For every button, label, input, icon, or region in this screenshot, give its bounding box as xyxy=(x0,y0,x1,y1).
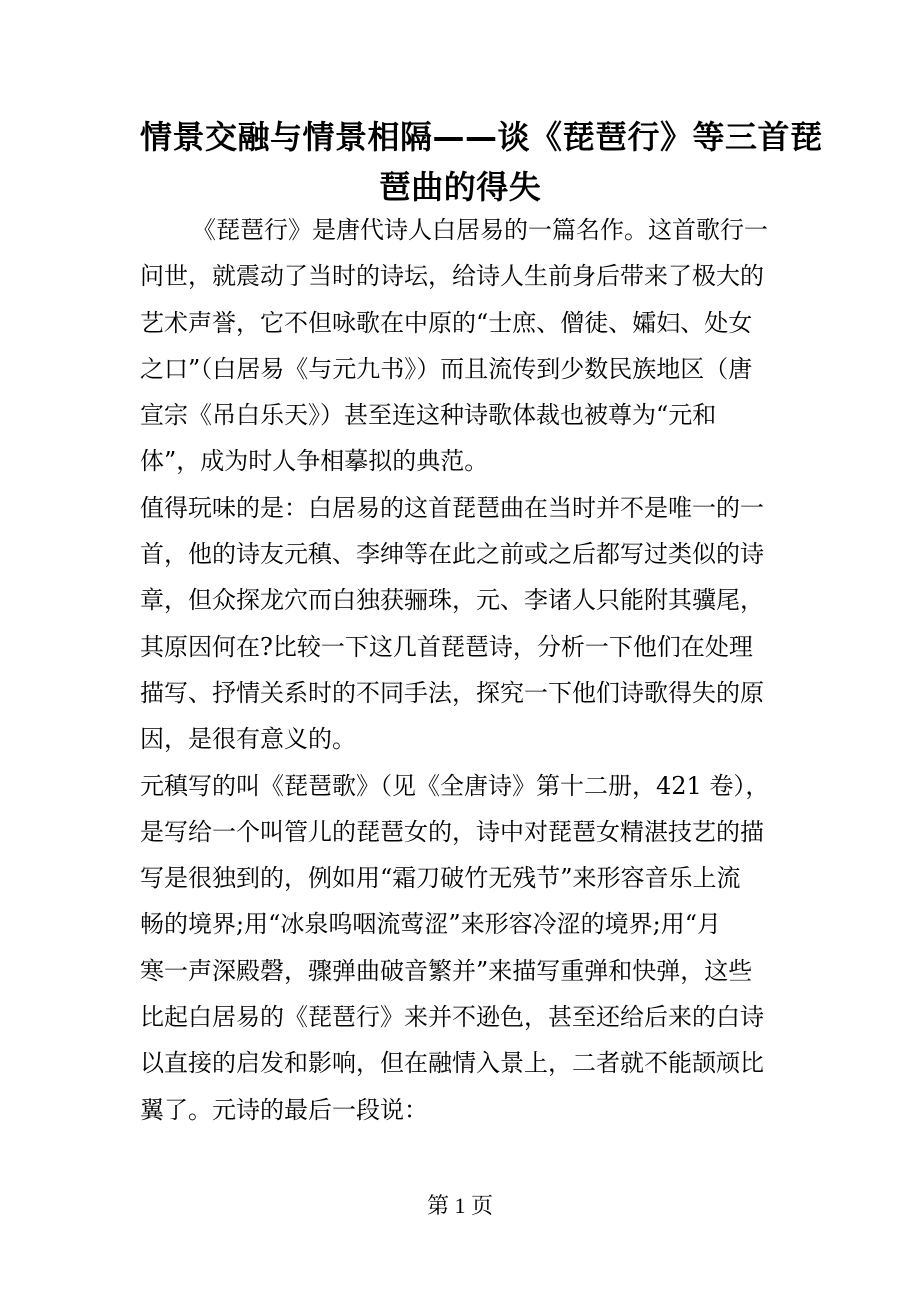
text-line: 艺术声誉，它不但咏歌在中原的“士庶、僧徒、孀妇、处女 xyxy=(140,308,753,337)
text-line: 问世，就震动了当时的诗坛，给诗人生前身后带来了极大的 xyxy=(140,262,764,291)
page-number-footer: 第 1 页 xyxy=(426,1193,493,1218)
text-line: 写是很独到的，例如用“霜刀破竹无残节”来形容音乐上流 xyxy=(140,864,741,893)
paragraph-1 xyxy=(140,207,785,485)
title-line-2: 琶曲的得失 xyxy=(378,168,542,206)
text-line: 描写、抒情关系时的不同手法，探究一下他们诗歌得失的原 xyxy=(140,678,764,707)
title-line-1: 情景交融与情景相隔——谈《琵琶行》等三首琵 xyxy=(140,118,823,156)
text-line: 翼了。元诗的最后一段说： xyxy=(140,1095,428,1124)
text-line: 宣宗《吊白乐天》）甚至连这种诗歌体裁也被尊为“元和 xyxy=(140,401,717,430)
text-line: 是写给一个叫管儿的琵琶女的，诗中对琵琶女精湛技艺的描 xyxy=(140,817,764,846)
text-line: 之口”（白居易《与元九书》）而且流传到少数民族地区（唐 xyxy=(140,354,753,383)
text-line: 寒一声深殿磬，骤弹曲破音繁并”来描写重弹和快弹，这些 xyxy=(140,956,753,985)
text-line: 章，但众探龙穴而白独获骊珠，元、李诸人只能附其骥尾， xyxy=(140,586,764,615)
text-line: 比起白居易的《琵琶行》来并不逊色，甚至还给后来的白诗 xyxy=(140,1003,764,1032)
text-line: 《琵琶行》是唐代诗人白居易的一篇名作。这首歌行一 xyxy=(192,216,768,244)
text-line: 体”，成为时人争相摹拟的典范。 xyxy=(140,447,489,476)
text-line: 首，他的诗友元稹、李绅等在此之前或之后都写过类似的诗 xyxy=(140,540,764,569)
text-line: 畅的境界;用“冰泉呜咽流莺涩”来形容冷涩的境界;用“月 xyxy=(140,910,721,939)
text-line: 元稹写的叫《琵琶歌》（见《全唐诗》第十二册，421 卷）， xyxy=(140,771,770,800)
text-line: 以直接的启发和影响，但在融情入景上，二者就不能颉颃比 xyxy=(140,1049,764,1078)
document-title xyxy=(140,112,823,212)
document-body xyxy=(140,207,785,1133)
paragraph-3 xyxy=(140,763,785,1133)
text-line: 其原因何在?比较一下这几首琵琶诗，分析一下他们在处理 xyxy=(140,632,753,661)
text-line: 因，是很有意义的。 xyxy=(140,725,356,754)
text-line: 值得玩味的是：白居易的这首琵琶曲在当时并不是唯一的一 xyxy=(140,493,764,522)
paragraph-2 xyxy=(140,485,785,763)
